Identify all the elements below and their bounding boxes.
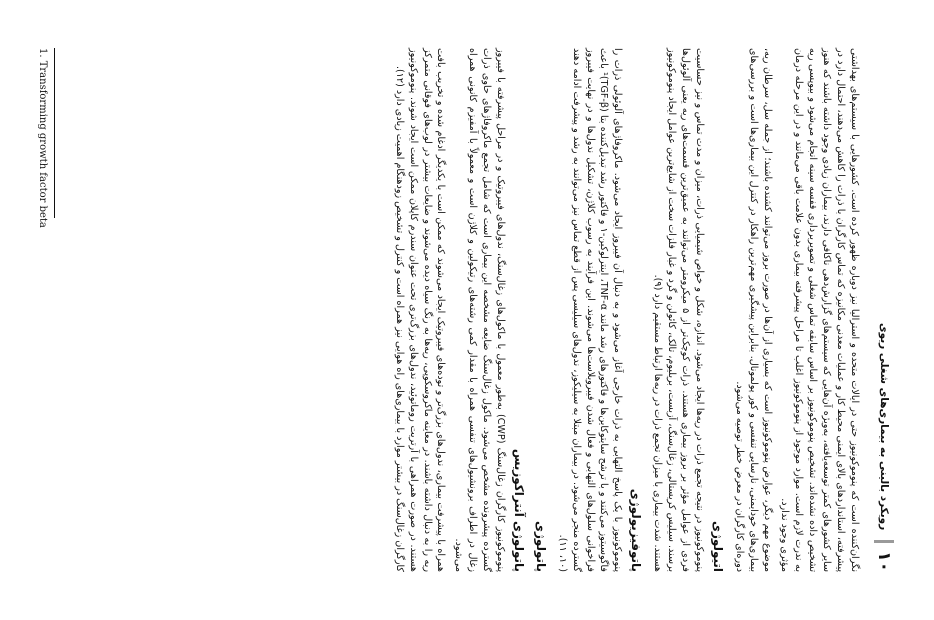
page-content: [392, 48, 861, 572]
body-paragraph: پنوموکونیوز با یک پاسخ التهابی به ذرات خارجی آغاز می‌شود و به دنبال آن فیبروز ایجاد می‌شود. ماکروفاژهای آلوئولی ذرات را فاگوسیتوز می‌کنند و با ترشح سایتوکاین‌ها و فاکتورهای رشد مانند TNF-α، اینترلوکین-۱ و فاکتور رشد تبدیل‌کننده بتا (TGF-β)¹ باعث فراخوانی سلول‌های التهابی و فعال شدن فیبروبلاست‌ها می‌شوند. این فرآیند به رسوب کلاژن، تشکیل ندول‌ها و در نهایت فیبروز گسترده منجر می‌شود. در بیماران مبتلا به سیلیکوز، ندول‌های سیلیسی پس از قطع تماس نیز می‌توانند به رشد و پیشرفت ادامه دهند (۱۰، ۱۱).: [556, 48, 624, 573]
body-paragraph: پنوموکونیوز در نتیجه تجمع ذرات در ریه‌ها ایجاد می‌شود. اندازه، شکل و خواص شیمیایی ذرات، میزان و مدت تماس و نیز حساسیت فردی از عوامل مؤثر بر بروز بیماری هستند. ذرات کوچک‌تر از ۵ میکرومتر می‌توانند به عمیق‌ترین قسمت‌های ریه یعنی آلوئول‌ها برسند. سیلیس کریستالی، زغال‌سنگ، آزبست، بریلیوم، تالک، کائولن و گرد و غبار فلزات سخت از شایع‌ترین عوامل ایجاد پنوموکونیوز هستند. شدت بیماری با میزان تجمع ذرات در ریه‌ها ارتباط مستقیم دارد (۹).: [652, 48, 705, 572]
footnote-area: [37, 48, 55, 572]
page-number: ۱۰: [874, 551, 894, 572]
body-paragraph: پنوموکونیوز کارگران زغال‌سنگ (CWP) به‌طور معمول با ماکول‌های زغال‌سنگ، ندول‌های فیبروتیک و در مراحل پیشرفته با فیبروز گسترده پیشرونده مشخص می‌شود. ماکول زغال‌سنگ ضایعه مشخصه این بیماری است که شامل تجمع ماکروفاژهای حاوی ذرات زغال در اطراف برونشیول‌های تنفسی همراه با مقدار کمی رشته‌های رتیکولین و کلاژن است و معمولاً با آمفیزم کانونی همراه می‌شود.: [453, 48, 507, 572]
footnote: 1. Transforming growth factor beta: [37, 48, 48, 228]
page-header: [871, 48, 897, 572]
body-paragraph: موضوع مهم دیگر، عوارض پنوموکونیوز است که بسیاری از آن‌ها در صورت بروز می‌توانند کشنده باشند؛ از جمله سل، سرطان ریه، بیماری‌های خودایمنی، نارسایی تنفسی و کور پولمونال. بنابراین پیشگیری مهم‌ترین راهکار در کنترل این بیماری‌ها است و بررسی‌های دوره‌ای کارگران در معرض خطر توصیه می‌شود.: [733, 48, 773, 572]
section-heading-pathology: پاتولوژی: [533, 521, 548, 572]
running-title: رویکرد بالینی به بیماری‌های شغلی ریوی: [878, 323, 890, 531]
document-page: [15, 12, 919, 608]
section-heading-etiology: اتیولوژی: [710, 521, 725, 572]
section-heading-pathophysiology: پاتوفیزیولوژی: [629, 488, 644, 572]
header-divider: [874, 540, 894, 543]
body-paragraph: نگران‌کننده است که پنوموکونیوز حتی در ایالات متحده و استرالیا نیز دوباره ظهور کرده است. کشورهایی با سیستم‌های بهداشتی پیشرفته، استانداردهای بالای ایمنی محیط کار و عملیات معدنی مکانیزه که تماس کارگران با ذرات را کاهش می‌دهند، احتمال دارد در سایر کشورهای کمتر توسعه‌یافته، به‌ویژه آن‌هایی که سیستم‌های گزارش‌دهی ناکافی دارند، بیماران زیادی وجود داشته باشند که هنوز تشخیص داده نشده‌اند. تشخیص پنوموکونیوز بر اساس سابقه تماس شغلی و تصویربرداری قفسه سینه انجام می‌شود و بیوپسی ریه به ندرت لازم است. موارد موجود از پنوموکونیوز اغلب تا مراحل پیشرفته بیماری بدون علامت باقی می‌مانند و در این مرحله درمان مؤثری وجود ندارد.: [779, 48, 860, 572]
footnote-rule: [54, 48, 55, 218]
subsection-heading-anthracosis: پاتولوژی آنتراکوزیس: [511, 448, 526, 572]
body-paragraph: همراه با پیشرفت بیماری، ندول‌های بزرگ‌تر و توده‌های فیبروتیک ایجاد می‌شوند که ممکن است با یکدیگر ادغام شده و تخریب بافت ریه را به دنبال داشته باشند. در معاینه ماکروسکوپی، ریه‌ها به رنگ سیاه دیده می‌شوند و ضایعات بیشتر در لوب‌های فوقانی متمرکز هستند. در صورت همراهی با آرتریت روماتوئید، ندول‌های بزرگ‌تری تحت عنوان سندرم کاپلان ممکن است ایجاد شوند. پنوموکونیوز کارگران زغال‌سنگ در بیشتر موارد با بیماری‌های راه هوایی نیز همراه است و کنترل و تشخیص زودهنگام اهمیت زیادی دارد (۱۲).: [393, 48, 447, 572]
